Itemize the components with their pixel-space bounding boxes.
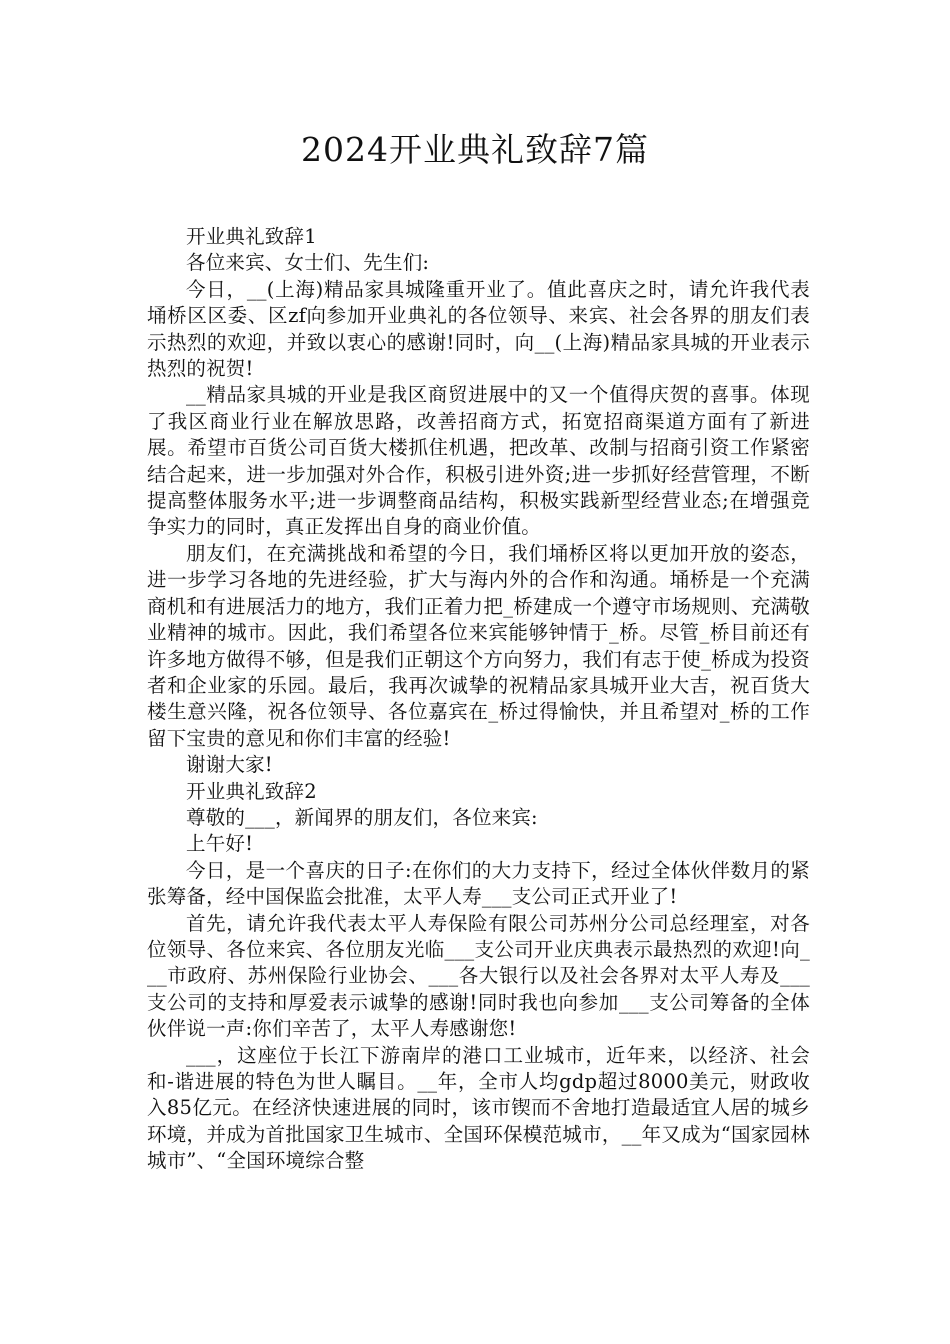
closing-line-1: 谢谢大家! bbox=[186, 753, 273, 777]
paragraph: 今日，是一个喜庆的日子:在你们的大力支持下，经过全体伙伴数月的紧张筹备，经中国保监会批准，太平人寿___支公司正式开业了! bbox=[147, 858, 810, 909]
paragraph: 朋友们，在充满挑战和希望的今日，我们埇桥区将以更加开放的姿态，进一步学习各地的先进经验，扩大与海内外的合作和沟通。埇桥是一个充满商机和有进展活力的地方，我们正着力把_桥建成一个遵守市场规则、充满敬业精神的城市。因此，我们希望各位来宾能够钟情于_桥。尽管_桥目前还有许多地方做得不够，但是我们正朝这个方向努力，我们有志于使_桥成为投资者和企业家的乐园。最后，我再次诚挚的祝精品家具城开业大吉，祝百货大楼生意兴隆，祝各位领导、各位嘉宾在_桥过得愉快，并且希望对_桥的工作留下宝贵的意见和你们丰富的经验! bbox=[147, 541, 810, 750]
salutation-1: 各位来宾、女士们、先生们: bbox=[186, 251, 430, 275]
document-title: 2024开业典礼致辞7篇 bbox=[301, 130, 649, 169]
section-heading-1: 开业典礼致辞1 bbox=[186, 225, 317, 248]
section-heading-2: 开业典礼致辞2 bbox=[186, 779, 317, 803]
greeting-line: 上午好! bbox=[186, 832, 254, 856]
salutation-2: 尊敬的___，新闻界的朋友们，各位来宾: bbox=[186, 805, 538, 829]
paragraph: ___，这座位于长江下游南岸的港口工业城市，近年来，以经济、社会和-谐进展的特色为世人瞩目。__年，全市人均gdp超过8000美元，财政收入85亿元。在经济快速进展的同时，该市锲而不舍地打造最适宜人居的城乡环境，并成为首批国家卫生城市、全国环保模范城市，__年又成为“国家园林城市”、“全国环境综合整 bbox=[147, 1043, 810, 1173]
paragraph: 今日，__(上海)精品家具城隆重开业了。值此喜庆之时，请允许我代表埇桥区区委、区zf向参加开业典礼的各位领导、来宾、社会各界的朋友们表示热烈的欢迎，并致以衷心的感谢!同时，向__(上海)精品家具城的开业表示热烈的祝贺! bbox=[147, 277, 810, 381]
paragraph: __精品家具城的开业是我区商贸进展中的又一个值得庆贺的喜事。体现了我区商业行业在解放思路，改善招商方式，拓宽招商渠道方面有了新进展。希望市百货公司百货大楼抓住机遇，把改革、改制与招商引资工作紧密结合起来，进一步加强对外合作，积极引进外资;进一步抓好经营管理，不断提高整体服务水平;进一步调整商品结构，积极实践新型经营业态;在增强竞争实力的同时，真正发挥出自身的商业价值。 bbox=[147, 383, 810, 539]
paragraph: 首先，请允许我代表太平人寿保险有限公司苏州分公司总经理室，对各位领导、各位来宾、各位朋友光临___支公司开业庆典表示最热烈的欢迎!向___市政府、苏州保险行业协会、___各大银行以及社会各界对太平人寿及___支公司的支持和厚爱表示诚挚的感谢!同时我也向参加___支公司筹备的全体伙伴说一声:你们辛苦了，太平人寿感谢您! bbox=[147, 911, 810, 1041]
document-body bbox=[147, 224, 810, 1175]
